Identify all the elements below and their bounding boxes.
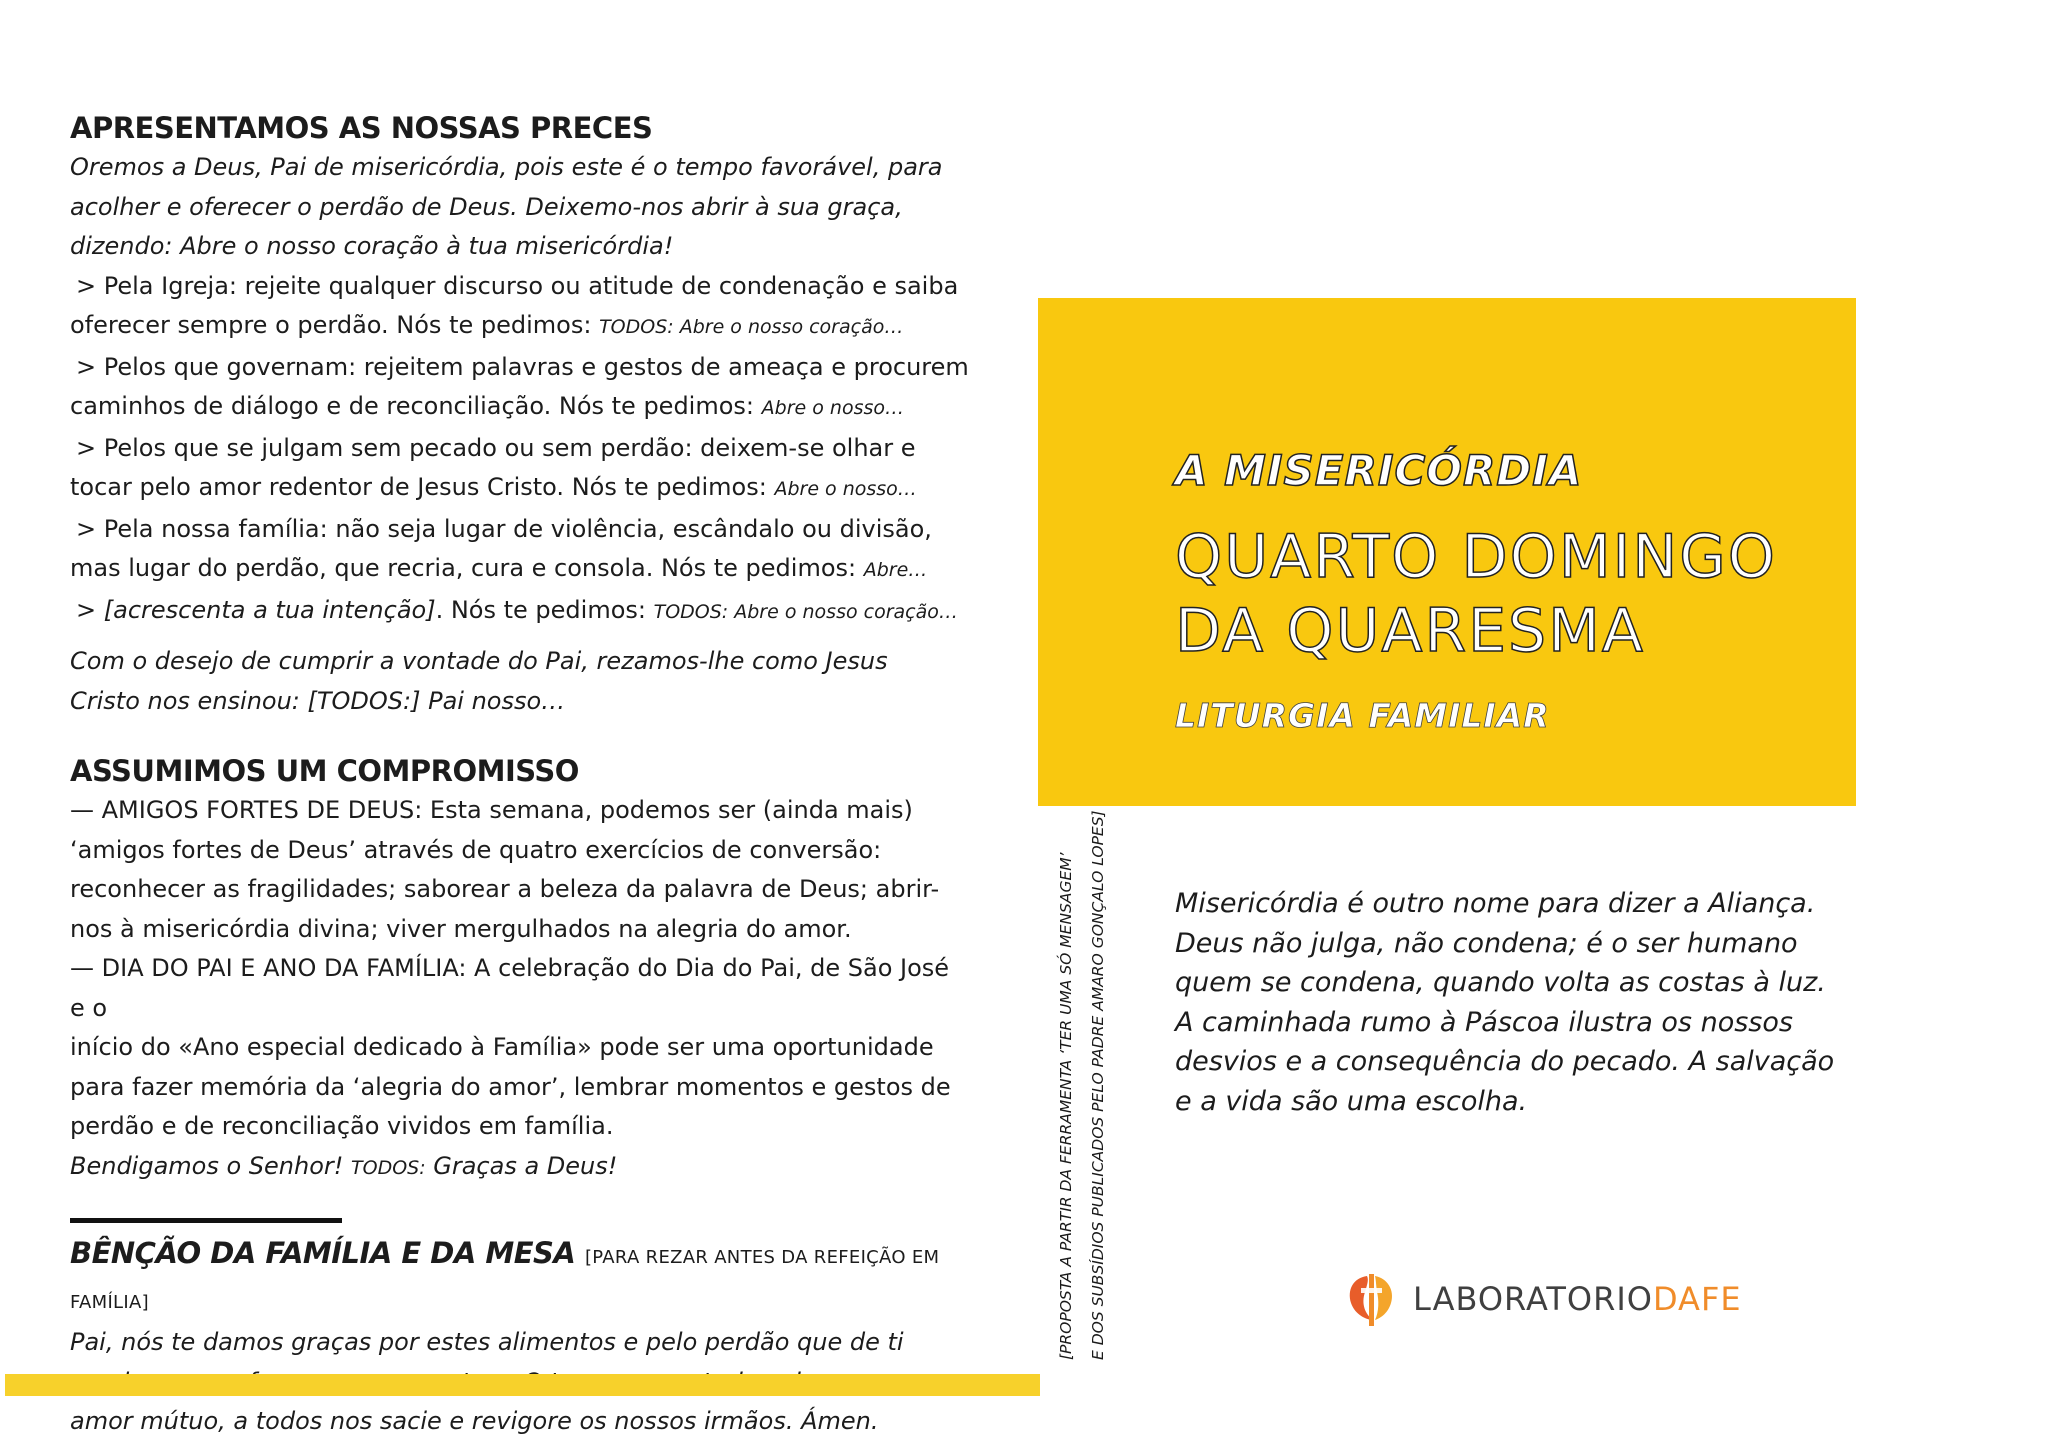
cover-title: QUARTO DOMINGO DA QUARESMA [1175,522,1777,666]
bencao-line: Pai, nós te damos graças por estes alimentos e pelo perdão que de ti [70,1328,904,1356]
compromisso-line: — DIA DO PAI E ANO DA FAMÍLIA: A celebração do Dia do Pai, de São José e o [70,954,950,1022]
prece-response: Abre o nosso… [761,397,904,419]
yellow-footer-bar [5,1374,1040,1396]
preces-heading: APRESENTAMOS AS NOSSAS PRECES [70,111,653,145]
preces-closing: Cristo nos ensinou: [TODOS:] Pai nosso… [70,686,566,715]
compromisso-line: para fazer memória da ‘alegria do amor’, lembrar momentos e gestos de [70,1072,951,1101]
section-divider [70,1218,342,1223]
logo-word-laboratorio: LABORATORIO [1413,1280,1653,1318]
compromisso-line: — AMIGOS FORTES DE DEUS: Esta semana, podemos ser (ainda mais) [70,796,913,824]
laboratorio-da-fe-logo [1345,1270,1795,1330]
prece-line: tocar pelo amor redentor de Jesus Cristo. Nós te pedimos: Abre o nosso… [70,473,917,501]
compromisso-line: perdão e de reconciliação vividos em família. [70,1112,614,1140]
bencao-heading: BÊNÇÃO DA FAMÍLIA E DA MESA [PARA REZAR ANTES DA REFEIÇÃO EM FAMÍLIA] [70,1236,940,1313]
preces-closing: Com o desejo de cumprir a vontade do Pai, rezamos-lhe como Jesus [70,647,888,675]
compromisso-line: reconhecer as fragilidades; saborear a beleza da palavra de Deus; abrir- [70,875,940,903]
logo-word-dafe: DAFE [1652,1280,1742,1318]
cover-subtitle: A MISERICÓRDIA [1175,446,1583,495]
prece-line-own-intention: > [acrescenta a tua intenção]. Nós te pedimos: TODOS: Abre o nosso coração… [76,595,958,624]
preces-intro-line: dizendo: Abre o nosso coração à tua misericórdia! [70,232,674,260]
compromisso-closing: Bendigamos o Senhor! TODOS: Graças a Deus! [70,1151,618,1180]
credit-line: E DOS SUBSÍDIOS PUBLICADOS PELO PADRE AMARO GONÇALO LOPES] [1089,810,1107,1360]
prece-line: > Pelos que se julgam sem pecado ou sem perdão: deixem-se olhar e [76,433,916,462]
cover-footer: LITURGIA FAMILIAR [1175,696,1550,735]
compromisso-line: início do «Ano especial dedicado à Família» pode ser uma oportunidade [70,1033,934,1061]
compromisso-heading: ASSUMIMOS UM COMPROMISSO [70,754,579,788]
prece-response: Abre o nosso… [774,478,917,500]
preces-intro-line: acolher e oferecer o perdão de Deus. Deixemo-nos abrir à sua graça, [70,192,903,221]
prece-line: > Pelos que governam: rejeitem palavras e gestos de ameaça e procurem [76,352,969,381]
prece-response: Abre… [863,559,928,581]
bencao-line: amor mútuo, a todos nos sacie e revigore os nossos irmãos. Ámen. [70,1407,879,1435]
preces-intro-line: Oremos a Deus, Pai de misericórdia, pois este é o tempo favorável, para [70,153,943,181]
prece-line: mas lugar do perdão, que recria, cura e consola. Nós te pedimos: Abre… [70,554,928,582]
prece-line: oferecer sempre o perdão. Nós te pedimos: TODOS: Abre o nosso coração… [70,311,904,339]
laboratorio-da-fe-emblem-icon [1345,1270,1397,1328]
bencao-note: [PARA REZAR ANTES DA REFEIÇÃO EM FAMÍLIA] [70,1247,940,1313]
compromisso-line: nos à misericórdia divina; viver mergulhados na alegria do amor. [70,914,852,943]
prece-line: > Pela Igreja: rejeite qualquer discurso ou atitude de condenação e saiba [76,271,959,300]
prece-response: TODOS: Abre o nosso coração… [599,316,904,338]
prece-line: > Pela nossa família: não seja lugar de violência, escândalo ou divisão, [76,514,932,543]
summary-text: Misericórdia é outro nome para dizer a Aliança. Deus não julga, não condena; é o ser humano quem se condena, quando volta as costas à luz. A caminhada rumo à Páscoa ilustra os nossos desvios e a consequência do pecado. A salvação e a vida são uma escolha. [1175,888,1835,1117]
prece-line: caminhos de diálogo e de reconciliação. Nós te pedimos: Abre o nosso… [70,392,904,420]
left-page [70,108,970,1442]
vertical-credit-note [1050,810,1114,1360]
compromisso-line: ‘amigos fortes de Deus’ através de quatro exercícios de conversão: [70,835,882,864]
credit-line: [PROPOSTA A PARTIR DA FERRAMENTA ‘TER UMA SÓ MENSAGEM’ [1057,852,1075,1360]
